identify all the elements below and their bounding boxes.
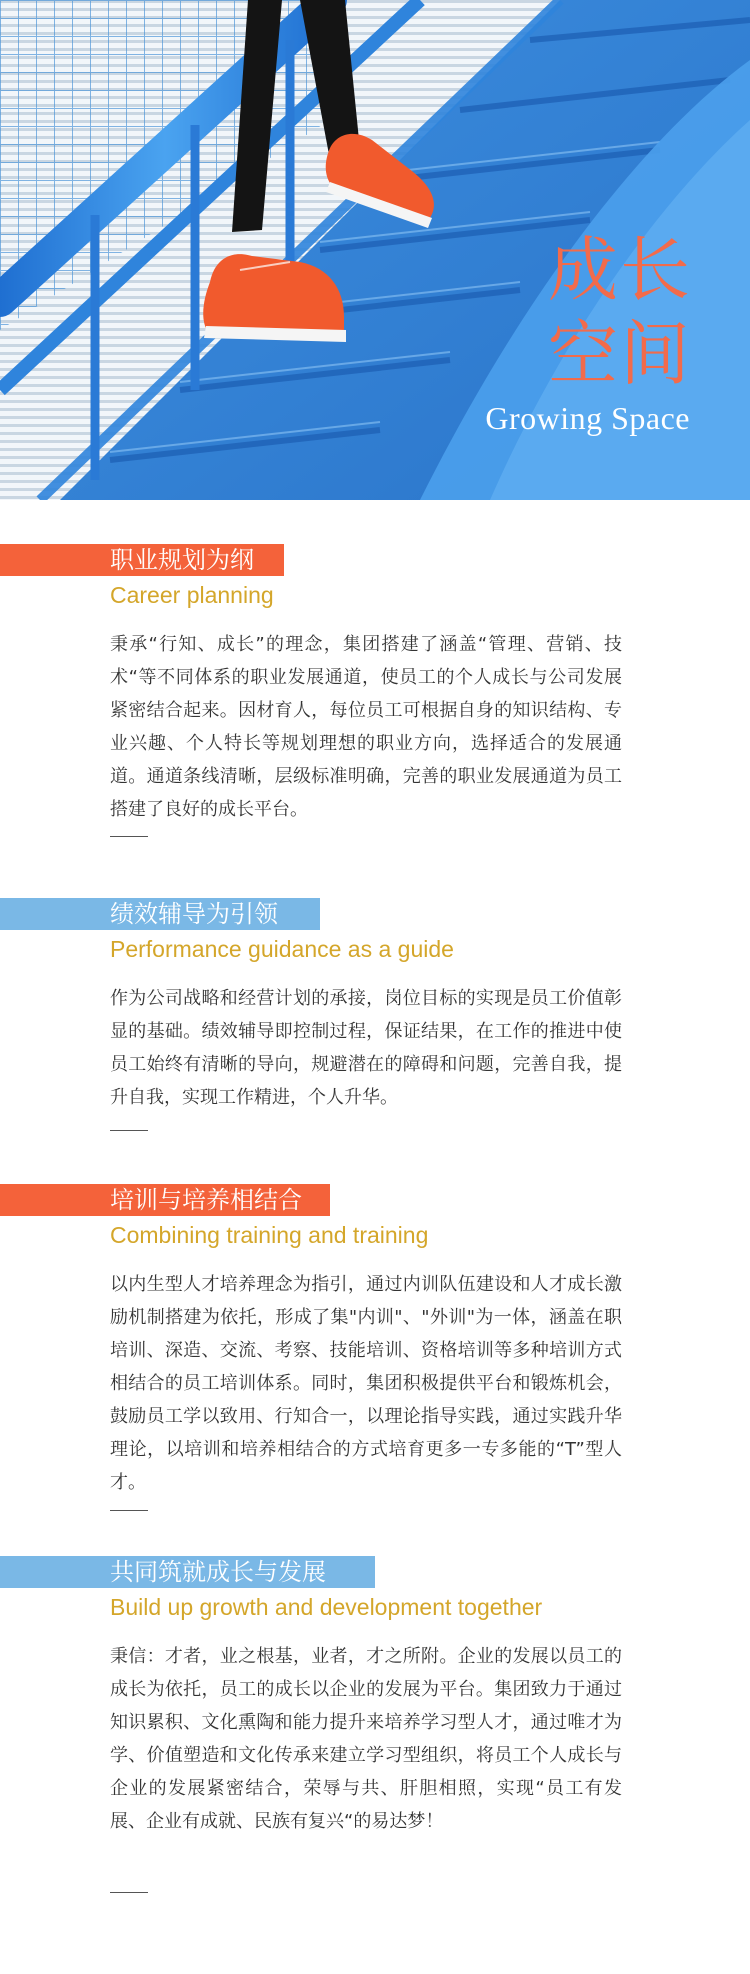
section-training <box>0 1184 750 1524</box>
section-body: 秉信：才者，业之根基，业者，才之所附。企业的发展以员工的成长为依托，员工的成长以企业的发展为平台。集团致力于通过知识累积、文化熏陶和能力提升来培养学习型人才，通过唯才为学、价值塑造和文化传承来建立学习型组织，将员工个人成长与企业的发展紧密结合，荣辱与共、肝胆相照，实现“员工有发展、企业有成就、民族有复兴“的易达梦！ <box>110 1646 622 1832</box>
section-body: 秉承“行知、成长”的理念，集团搭建了涵盖“管理、营销、技术“等不同体系的职业发展通道，使员工的个人成长与公司发展紧密结合起来。因材育人，每位员工可根据自身的知识结构、专业兴趣、个人特长等规划理想的职业方向，选择适合的发展通道。通道条线清晰，层级标准明确，完善的职业发展通道为员工搭建了良好的成长平台。 <box>110 634 622 820</box>
section-divider <box>110 1130 148 1131</box>
section-performance-guidance <box>0 898 750 1148</box>
hero-subtitle: Growing Space <box>485 400 690 436</box>
section-divider <box>110 836 148 837</box>
section-subtitle: Combining training and training <box>110 1222 429 1248</box>
section-title: 职业规划为纲 <box>110 546 254 574</box>
section-title: 绩效辅导为引领 <box>110 900 278 928</box>
section-subtitle: Build up growth and development together <box>110 1594 543 1620</box>
section-career-planning <box>0 544 750 844</box>
hero-title-line2: 空间 <box>548 313 692 395</box>
section-title: 共同筑就成长与发展 <box>110 1558 326 1586</box>
section-subtitle: Performance guidance as a guide <box>110 936 454 962</box>
section-divider <box>110 1510 148 1511</box>
section-body: 以内生型人才培养理念为指引，通过内训队伍建设和人才成长激励机制搭建为依托，形成了集"内训"、"外训"为一体，涵盖在职培训、深造、交流、考察、技能培训、资格培训等多种培训方式相结合的员工培训体系。同时，集团积极提供平台和锻炼机会，鼓励员工学以致用、行知合一，以理论指导实践，通过实践升华理论，以培训和培养相结合的方式培育更多一专多能的“T”型人才。 <box>110 1274 622 1493</box>
section-divider <box>110 1892 148 1893</box>
section-subtitle: Career planning <box>110 582 274 608</box>
section-growth-development <box>0 1556 750 1896</box>
section-body: 作为公司战略和经营计划的承接，岗位目标的实现是员工价值彰显的基础。绩效辅导即控制过程，保证结果，在工作的推进中使员工始终有清晰的导向，规避潜在的障碍和问题，完善自我，提升自我，实现工作精进，个人升华。 <box>110 988 622 1108</box>
hero-title-line1: 成长 <box>548 229 692 311</box>
hero-title <box>542 228 692 396</box>
section-title: 培训与培养相结合 <box>110 1186 302 1214</box>
hero-banner <box>0 0 750 500</box>
